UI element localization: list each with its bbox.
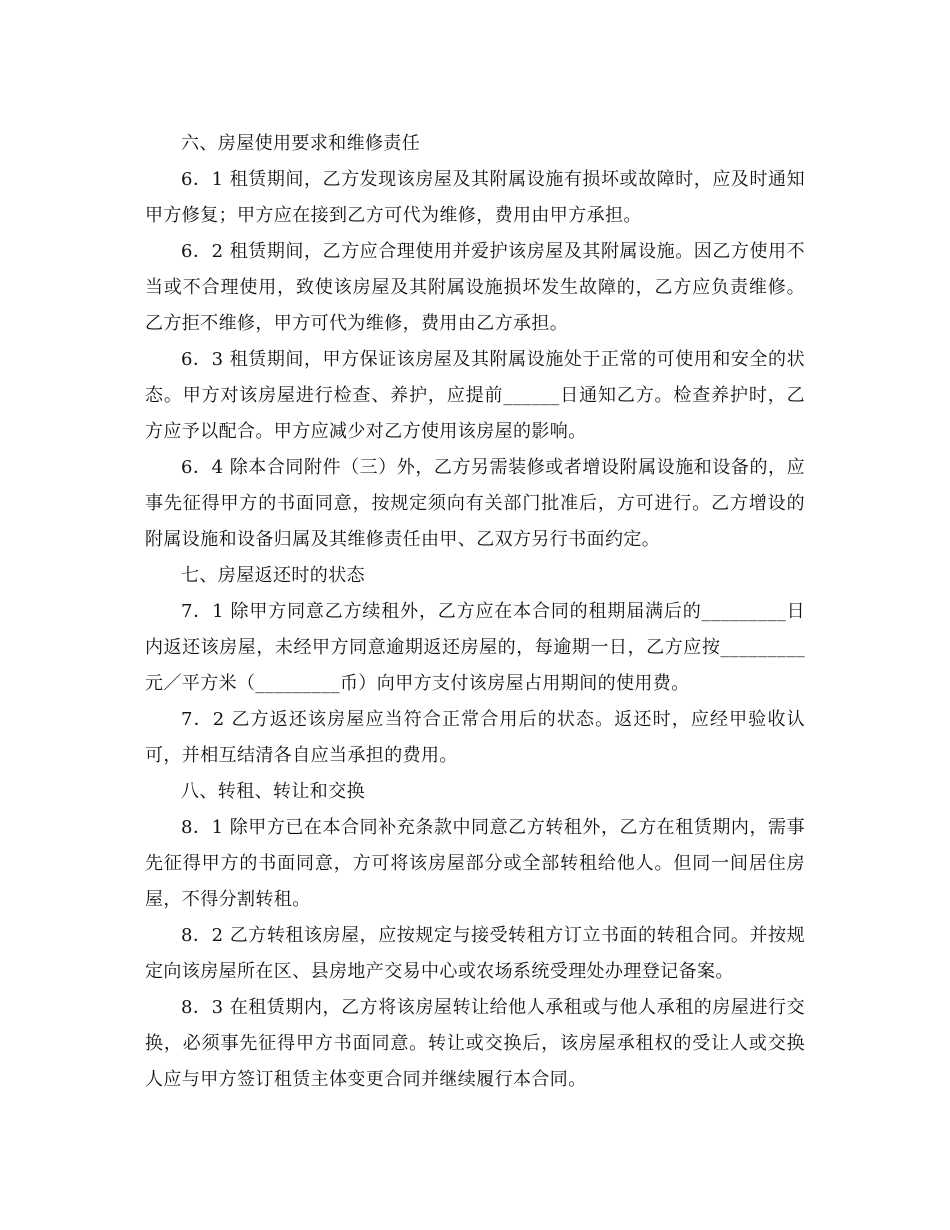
section-heading-7: 七、房屋返还时的状态	[181, 565, 365, 586]
clause-7-1: 7．1 除甲方同意乙方续租外，乙方应在本合同的租期届满后的_________日内返还该房屋，未经甲方同意逾期返还房屋的，每逾期一日，乙方应按_________元／平方米（_________币）向甲方支付该房屋占用期间的使用费。	[145, 601, 805, 694]
clause-7-2: 7．2 乙方返还该房屋应当符合正常合用后的状态。返还时，应经甲验收认可，并相互结清各自应当承担的费用。	[145, 709, 805, 766]
clause-6-1: 6．1 租赁期间，乙方发现该房屋及其附属设施有损坏或故障时，应及时通知甲方修复；甲方应在接到乙方可代为维修，费用由甲方承担。	[145, 169, 805, 226]
clause-8-2: 8．2 乙方转租该房屋，应按规定与接受转租方订立书面的转租合同。并按规定向该房屋所在区、县房地产交易中心或农场系统受理处办理登记备案。	[145, 925, 805, 982]
clause-6-3: 6．3 租赁期间，甲方保证该房屋及其附属设施处于正常的可使用和安全的状态。甲方对该房屋进行检查、养护，应提前______日通知乙方。检查养护时，乙方应予以配合。甲方应减少对乙方使用该房屋的影响。	[145, 349, 805, 442]
section-heading-6: 六、房屋使用要求和维修责任	[181, 133, 421, 154]
clause-6-2: 6．2 租赁期间，乙方应合理使用并爱护该房屋及其附属设施。因乙方使用不当或不合理使用，致使该房屋及其附属设施损坏发生故障的，乙方应负责维修。乙方拒不维修，甲方可代为维修，费用由乙方承担。	[145, 241, 805, 334]
section-heading-8: 八、转租、转让和交换	[181, 781, 365, 802]
clause-6-4: 6．4 除本合同附件（三）外，乙方另需装修或者增设附属设施和设备的，应事先征得甲方的书面同意，按规定须向有关部门批准后，方可进行。乙方增设的附属设施和设备归属及其维修责任由甲、乙双方另行书面约定。	[145, 457, 805, 550]
clause-8-1: 8．1 除甲方已在本合同补充条款中同意乙方转租外，乙方在租赁期内，需事先征得甲方的书面同意，方可将该房屋部分或全部转租给他人。但同一间居住房屋，不得分割转租。	[145, 817, 805, 910]
clause-8-3: 8．3 在租赁期内，乙方将该房屋转让给他人承租或与他人承租的房屋进行交换，必须事先征得甲方书面同意。转让或交换后，该房屋承租权的受让人或交换人应与甲方签订租赁主体变更合同并继续履行本合同。	[145, 997, 805, 1090]
